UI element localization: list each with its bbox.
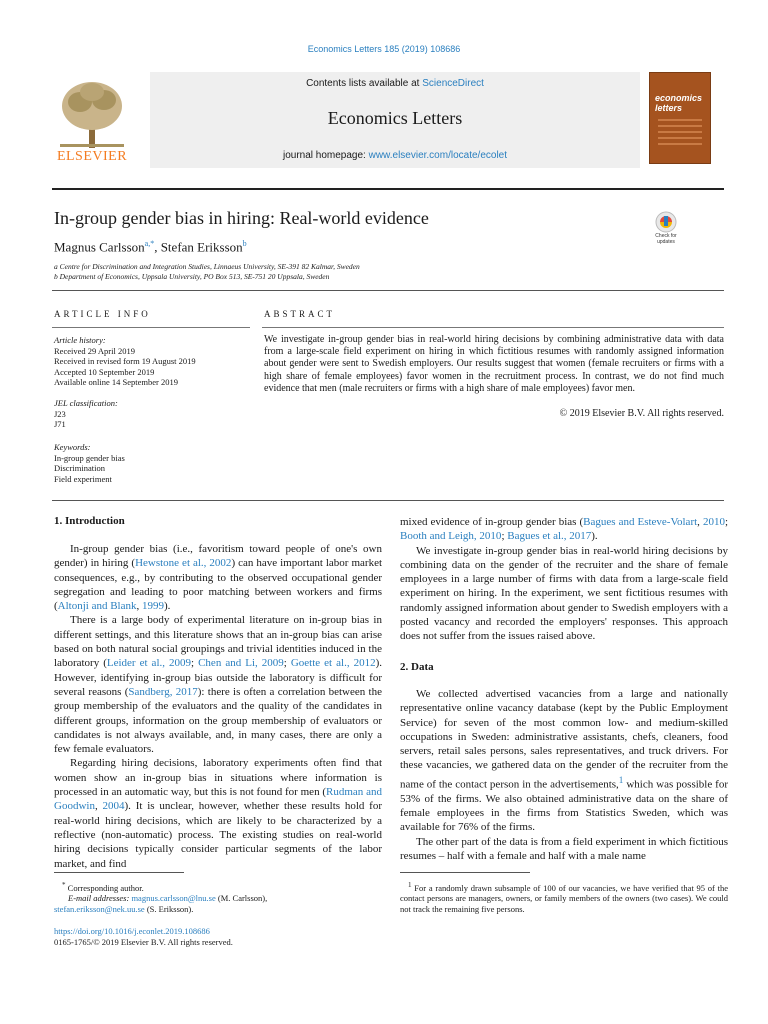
- issn-line: 0165-1765/© 2019 Elsevier B.V. All rights reserved.: [54, 937, 233, 947]
- elsevier-logo: [52, 76, 132, 166]
- check-for-updates-button[interactable]: Check for updates: [648, 210, 684, 246]
- jel-code: J23: [54, 408, 66, 419]
- email-link[interactable]: magnus.carlsson@lnu.se: [131, 893, 216, 904]
- citation-link[interactable]: Sandberg, 2017: [128, 685, 198, 698]
- citation-link[interactable]: Bagues and Esteve-Volart: [583, 516, 698, 528]
- keywords: Keywords: In-group gender bias Discrimination Field experiment: [54, 442, 250, 484]
- journal-title: Economics Letters: [327, 108, 463, 128]
- left-column: [54, 542, 382, 871]
- section-heading-data: 2. Data: [400, 661, 434, 673]
- article-info-heading: ARTICLE INFO: [54, 309, 151, 319]
- paragraph: We collected advertised vacancies from a large and nationally representative online vacancy database (kept by the Public Employment Service) for seven of the most common low- and medium-skilled occupations in Sweden: administrative assistants, chefs, cleaners, food servers, retail sales persons, sales representatives, and truck drivers. For these vacancies, we gathered data on the gender of the recruiter from the name of the contact person in the advertisements,$^1$ which was possible for 53% of the firms. We also obtained administrative data on the share of female employees in the firms from Statistics Sweden, which was available for 76% of the firms.: [400, 688, 728, 834]
- abstract-copyright: © 2019 Elsevier B.V. All rights reserved.: [559, 408, 724, 419]
- journal-homepage-link[interactable]: www.elsevier.com/locate/ecolet: [368, 150, 508, 161]
- affiliation-b: b Department of Economics, Uppsala University, PO Box 513, SE-751 20 Uppsala, Sweden: [54, 272, 330, 281]
- right-column-top: [400, 515, 728, 644]
- keyword: Field experiment: [54, 473, 112, 484]
- paragraph: Regarding hiring decisions, laboratory experiments often find that women show an in-group bias in situations where information is processed in an automatic way, but this is not found for men (Rudman and Goodwin, 2004). It is unclear, however, whether these results hold for real-world hiring decisions, which are likely to be characterized by a reflective (non-automatic) process. The existing studies on real-world hiring decisions typically consider particular segments of the labor market, and find: [54, 757, 383, 870]
- author-name: Magnus Carlsson: [54, 239, 145, 255]
- check-updates-icon: [648, 210, 684, 234]
- info-rule: [52, 327, 250, 328]
- citation-link[interactable]: Booth and Leigh, 2010: [400, 530, 502, 543]
- section-heading-introduction: 1. Introduction: [54, 515, 125, 527]
- footnote-1: $^1$ For a randomly drawn subsample of 100 of our vacancies, we have verified that 95 of the contact persons are managers, owners, or family members of the owners (two cases). We could not track the remaining five persons.: [400, 881, 729, 914]
- footnote-marker[interactable]: 1: [618, 774, 624, 785]
- history-item: Available online 14 September 2019: [54, 377, 179, 387]
- author-name: Stefan Eriksson: [160, 239, 243, 255]
- right-column-data: [400, 687, 728, 863]
- jel-code: J71: [54, 419, 66, 429]
- footnote-rule: [400, 872, 530, 873]
- keyword: Discrimination: [54, 463, 105, 473]
- doi-link[interactable]: https://doi.org/10.1016/j.econlet.2019.108686: [54, 926, 210, 936]
- title-rule: [52, 290, 724, 291]
- abstract-rule: [262, 327, 724, 328]
- article-history: Article history: Received 29 April 2019 Received in revised form 19 August 2019 Accepted 10 September 2019 Available online 14 September 2019: [54, 335, 250, 388]
- abstract-heading: ABSTRACT: [264, 309, 336, 319]
- author-affil-mark[interactable]: a,*: [144, 239, 155, 248]
- abstract-text: We investigate in-group gender bias in real-world hiring decisions by combining administrative data with data from a large-scale field experiment on hiring in which fictitious resumes with randomly assigned information about gender were sent to Swedish employers. Our results suggest that women (female recruiters or firms with a high share of female employees) favor women in the recruitment process. In contrast, we do not find much evidence that men (male recruiters or firms with a high share of male employees) favor men.: [264, 334, 724, 394]
- paragraph: mixed evidence of in-group gender bias (Bagues and Esteve-Volart, 2010; Booth and Leigh, 2010; Bagues et al., 2017).: [400, 516, 729, 543]
- citation-link[interactable]: Altonji and Blank: [57, 600, 137, 613]
- author-list: Magnus Carlsson$^{a,*}$, Stefan Eriksson$^b$: [54, 239, 247, 255]
- elsevier-wordmark: ELSEVIER: [56, 149, 128, 164]
- journal-masthead: [150, 72, 640, 168]
- jel-classification: JEL classification: J23 J71: [54, 398, 250, 430]
- citation-link[interactable]: 2010: [702, 516, 725, 528]
- citation-link[interactable]: Goette et al., 2012: [290, 657, 376, 670]
- sciencedirect-link[interactable]: ScienceDirect: [422, 78, 484, 89]
- citation-link[interactable]: Hewstone et al., 2002: [135, 557, 232, 570]
- history-item: Accepted 10 September 2019: [54, 366, 155, 377]
- paragraph: In-group gender bias (i.e., favoritism toward people of one's own gender) in hiring (Hewstone et al., 2002) can have important labor market consequences, e.g., by contributing to the observed occupational gender segregation and leading to poor matching between workers and firms (Altonji and Blank, 1999).: [54, 543, 383, 613]
- homepage-line: journal homepage: www.elsevier.com/locate/ecolet: [282, 150, 508, 161]
- abstract-bottom-rule: [52, 500, 724, 501]
- footnote-number: 1: [408, 881, 412, 889]
- doi-block: [54, 926, 233, 948]
- email-link[interactable]: stefan.eriksson@nek.uu.se: [54, 903, 145, 914]
- article-title: In-group gender bias in hiring: Real-world evidence: [54, 208, 429, 228]
- corresponding-author-note: * Corresponding author. E-mail addresses: magnus.carlsson@lnu.se (M. Carlsson), stefan.eriksson@nek.uu.se (S. Eriksson).: [54, 881, 268, 914]
- history-item: Received in revised form 19 August 2019: [54, 356, 196, 366]
- journal-reference[interactable]: Economics Letters 185 (2019) 108686: [307, 44, 461, 54]
- paragraph: We investigate in-group gender bias in real-world hiring decisions by combining data on the gender of the recruiter and the share of female employees in a large number of firms with data from a large-scale field experiment on hiring. In the experiment, we sent fictitious resumes with randomly assigned information about gender to Swedish employers with a posted vacancy and recorded the employers' responses. This approach does not suffer from the issues raised above.: [400, 544, 728, 643]
- citation-link[interactable]: Bagues et al., 2017: [507, 530, 592, 543]
- contents-line: Contents lists available at ScienceDirect: [306, 78, 484, 89]
- author-affil-mark[interactable]: b: [242, 239, 247, 248]
- footnote-rule: [54, 872, 184, 873]
- citation-link[interactable]: 2004: [102, 800, 125, 813]
- citation-link[interactable]: Rudman and Goodwin: [54, 786, 382, 813]
- cover-title: economics letters: [655, 93, 703, 113]
- affiliation-a: a Centre for Discrimination and Integration Studies, Linnaeus University, SE-391 82 Kalmar, Sweden: [54, 262, 360, 271]
- header-rule: [52, 188, 724, 190]
- cover-decoration: [658, 119, 702, 153]
- history-item: Received 29 April 2019: [54, 345, 135, 356]
- citation-link[interactable]: Chen and Li, 2009: [198, 657, 284, 670]
- journal-cover: [649, 72, 711, 164]
- citation-link[interactable]: Leider et al., 2009: [106, 657, 192, 670]
- paragraph: There is a large body of experimental literature on in-group bias in different settings, and this literature shows that an in-group bias can arise based on both natural social groupings and trivial identities induced in the laboratory (Leider et al., 2009; Chen and Li, 2009; Goette et al., 2012). However, identifying in-group bias outside the laboratory is difficult for several reasons (Sandberg, 2017): there is often a correlation between the group membership of the evaluators and the quality of the candidates in different groups, information on the group membership of evaluators or candidates is not always available, and, in many cases, there are only a few female evaluators.: [54, 614, 382, 756]
- citation-link[interactable]: 1999: [142, 600, 164, 613]
- paragraph: The other part of the data is from a field experiment in which fictitious resumes – half with a female and half with a male name: [400, 835, 728, 862]
- keyword: In-group gender bias: [54, 452, 125, 463]
